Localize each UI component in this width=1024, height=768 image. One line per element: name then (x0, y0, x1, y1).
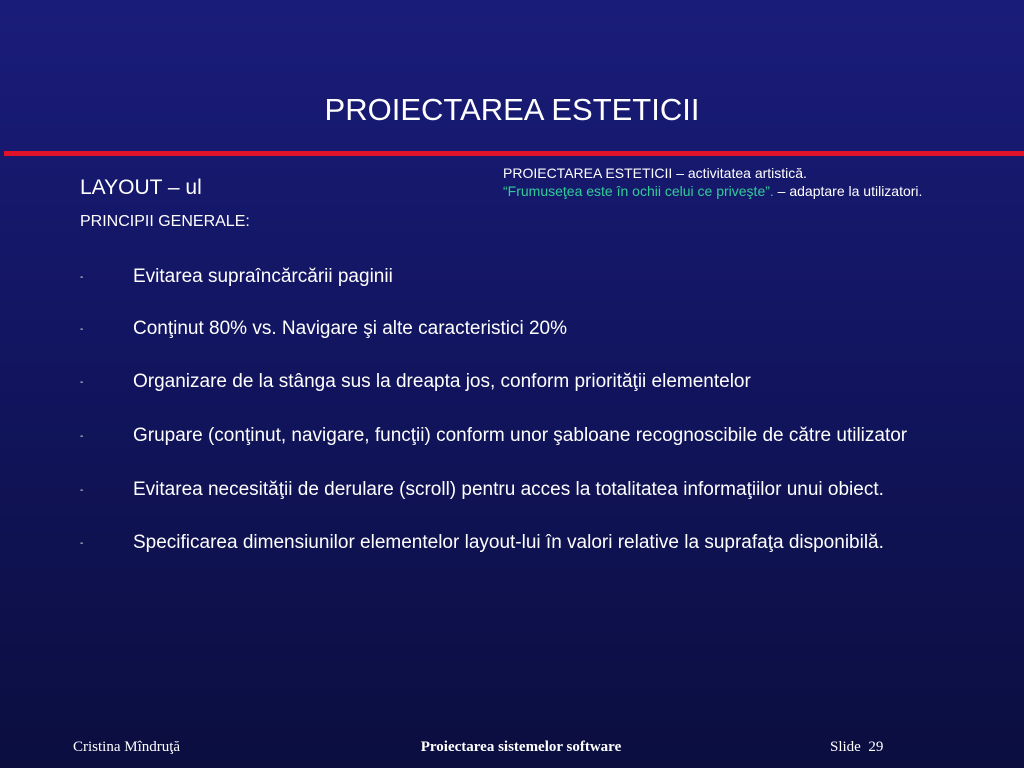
bullet-text: Evitarea supraîncărcării paginii (133, 266, 393, 287)
bullet-list (80, 264, 980, 556)
bullet-dash: - (80, 431, 84, 442)
bullet-text: Organizare de la stânga sus la dreapta jos, conform priorităţii elementelor (133, 371, 751, 392)
bullet-item (80, 316, 980, 342)
slide-label: Slide (830, 739, 861, 755)
side-note-quote: “Frumuseţea este în ochii celui ce priveşte”. (503, 183, 774, 199)
side-note (503, 164, 922, 200)
bullet-text: Conţinut 80% vs. Navigare şi alte caracteristici 20% (133, 318, 568, 339)
bullet-dash: - (80, 272, 84, 283)
bullet-text: Specificarea dimensiunilor elementelor layout-lui în valori relative la suprafaţa disponibilă. (133, 532, 884, 553)
footer-slide-number (830, 739, 883, 756)
side-note-line1: PROIECTAREA ESTETICII – activitatea artistică. (503, 165, 807, 181)
bullet-item (80, 530, 980, 556)
footer-author: Cristina Mîndruţă (73, 739, 181, 755)
bullet-item (80, 369, 980, 395)
footer-course: Proiectarea sistemelor software (420, 739, 622, 755)
bullet-dash: - (80, 377, 84, 388)
bullet-dash: - (80, 324, 84, 335)
bullet-item (80, 477, 980, 503)
section-heading: LAYOUT – ul (80, 176, 202, 199)
side-note-line2 (503, 182, 922, 200)
red-divider (4, 151, 1024, 156)
bullet-item (80, 264, 980, 290)
bullet-text: Grupare (conţinut, navigare, funcţii) conform unor şabloane recognoscibile de către utilizator (133, 425, 908, 446)
bullet-item (80, 423, 980, 449)
bullet-dash: - (80, 538, 84, 549)
slide-title: PROIECTAREA ESTETICII (324, 92, 700, 127)
bullet-text: Evitarea necesităţii de derulare (scroll) pentru acces la totalitatea informaţiilor unui obiect. (133, 479, 884, 500)
slide-number: 29 (868, 739, 884, 755)
section-subheading: PRINCIPII GENERALE: (80, 213, 250, 230)
side-note-rest: – adaptare la utilizatori. (773, 183, 923, 199)
bullet-dash: - (80, 485, 84, 496)
